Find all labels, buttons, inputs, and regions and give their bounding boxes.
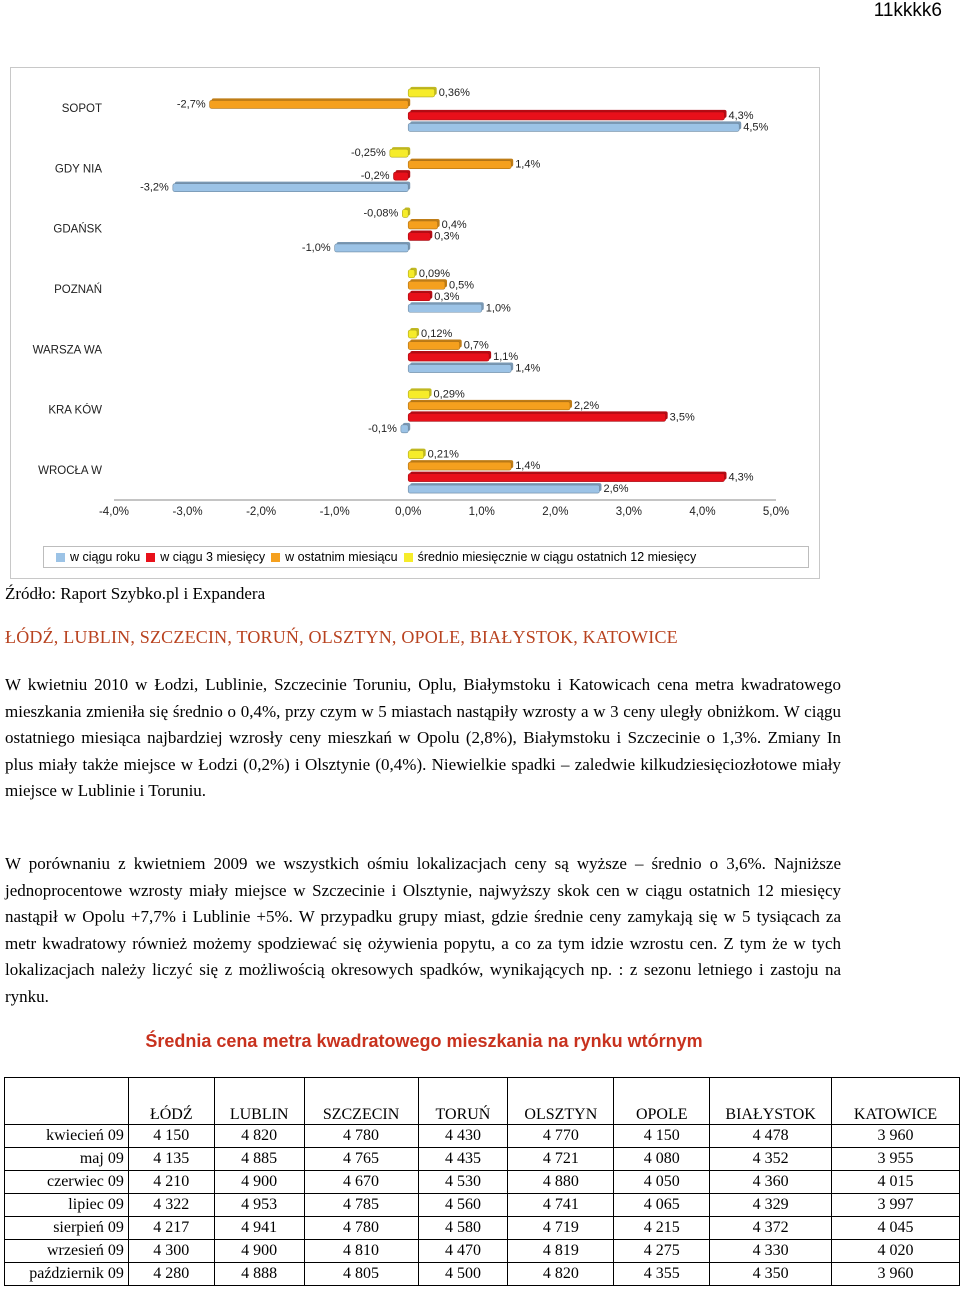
price-cell: 4 080 (614, 1148, 710, 1171)
month-cell: sierpień 09 (5, 1217, 129, 1240)
data-label: 0,29% (433, 388, 465, 401)
price-table (4, 1077, 960, 1286)
price-cell: 4 355 (614, 1263, 710, 1286)
table-row (5, 1171, 960, 1194)
bar (408, 281, 445, 289)
bar (408, 390, 429, 398)
data-label: -0,1% (368, 422, 397, 435)
table-header-cell: OLSZTYN (508, 1078, 614, 1125)
data-label: 0,4% (441, 218, 467, 231)
bar (402, 209, 408, 217)
bar (408, 402, 570, 410)
price-change-chart (10, 67, 820, 579)
bar (408, 413, 665, 421)
table-header-row (5, 1078, 960, 1125)
price-cell: 4 820 (508, 1263, 614, 1286)
bar (408, 330, 417, 338)
table-header-cell: TORUŃ (418, 1078, 508, 1125)
month-cell: kwiecień 09 (5, 1125, 129, 1148)
price-cell: 4 805 (304, 1263, 418, 1286)
price-cell: 4 580 (418, 1217, 508, 1240)
legend-label: w ciągu 3 miesięcy (160, 550, 266, 564)
price-cell: 4 721 (508, 1148, 614, 1171)
price-cell: 4 765 (304, 1148, 418, 1171)
category-label: KRA KÓW (48, 404, 102, 417)
price-cell: 3 960 (832, 1263, 960, 1286)
x-tick-label: -2,0% (246, 506, 277, 518)
table-row (5, 1217, 960, 1240)
table-header-cell: SZCZECIN (304, 1078, 418, 1125)
x-tick-label: 4,0% (689, 506, 716, 518)
x-tick-label: 0,0% (395, 506, 422, 518)
bar (394, 172, 409, 180)
x-tick-label: -3,0% (172, 506, 203, 518)
data-label: 1,4% (515, 158, 541, 171)
legend-item (56, 550, 140, 564)
legend-swatch (56, 553, 65, 562)
bar (408, 474, 724, 482)
data-label: 3,5% (669, 411, 695, 424)
legend-item (146, 550, 265, 564)
price-cell: 4 210 (128, 1171, 214, 1194)
data-label: 1,4% (515, 362, 541, 375)
data-label: 4,3% (728, 109, 754, 122)
x-tick-label: 1,0% (468, 506, 495, 518)
table-row (5, 1240, 960, 1263)
price-cell: 4 953 (214, 1194, 304, 1217)
x-tick-label: -4,0% (98, 506, 130, 518)
category-label: GDAŃSK (53, 223, 102, 236)
price-cell: 4 770 (508, 1125, 614, 1148)
price-cell: 4 741 (508, 1194, 614, 1217)
price-cell: 4 372 (710, 1217, 832, 1240)
price-cell: 4 150 (128, 1125, 214, 1148)
table-corner-cell (5, 1078, 129, 1125)
data-label: -0,2% (360, 170, 390, 183)
table-header-cell: ŁÓDŹ (128, 1078, 214, 1125)
price-cell: 3 997 (832, 1194, 960, 1217)
price-cell: 4 329 (710, 1194, 832, 1217)
price-cell: 4 020 (832, 1240, 960, 1263)
table-header-cell: KATOWICE (832, 1078, 960, 1125)
month-cell: październik 09 (5, 1263, 129, 1286)
price-cell: 4 275 (614, 1240, 710, 1263)
price-cell: 4 217 (128, 1217, 214, 1240)
category-label: SOPOT (61, 103, 102, 116)
bar (408, 304, 482, 312)
bar (408, 342, 459, 350)
bar (335, 244, 409, 252)
price-cell: 4 050 (614, 1171, 710, 1194)
data-label: 0,7% (463, 339, 489, 352)
price-cell: 4 941 (214, 1217, 304, 1240)
price-cell: 4 900 (214, 1171, 304, 1194)
price-cell: 4 150 (614, 1125, 710, 1148)
price-cell: 4 470 (418, 1240, 508, 1263)
price-cell: 4 880 (508, 1171, 614, 1194)
bar (408, 89, 434, 97)
data-label: -0,25% (350, 147, 386, 160)
x-tick-label: 5,0% (762, 506, 790, 518)
chart-legend (43, 546, 809, 568)
price-cell: 4 810 (304, 1240, 418, 1263)
month-cell: lipiec 09 (5, 1194, 129, 1217)
paragraph-yearly-comparison: W porównaniu z kwietniem 2009 we wszystkich ośmiu lokalizacjach ceny są wyższe – średnio o 3,6%. Najniższe jednoprocentowe wzrosty miały miejsce w Szczecinie i Olsztynie, najwyższy skok cen w ciągu ostatnich 12 miesięcy nastąpił w Opolu +7,7% i Lublinie +5%. W przypadku grupy miast, gdzie średnie ceny zamykają się w 5 tysiącach za metr kwadratowy również możemy spodziewać się ożywienia popytu, a co za tym idzie wzrostu cen. Z tym że w tych lokalizacjach należy liczyć się z możliwością okresowych spadków, wynikających np. : z sezonu letniego i zastoju na rynku. (5, 854, 841, 1006)
data-label: 0,3% (434, 290, 460, 303)
price-cell: 3 955 (832, 1148, 960, 1171)
data-label: -1,0% (301, 241, 331, 254)
price-cell: 4 360 (710, 1171, 832, 1194)
table-header-cell: BIAŁYSTOK (710, 1078, 832, 1125)
bar (408, 232, 430, 240)
data-label: 2,6% (603, 483, 629, 496)
price-cell: 4 780 (304, 1125, 418, 1148)
bar (408, 353, 489, 361)
price-cell: 4 900 (214, 1240, 304, 1263)
month-cell: czerwiec 09 (5, 1171, 129, 1194)
x-tick-label: 2,0% (542, 506, 569, 518)
data-label: -3,2% (140, 181, 169, 194)
month-cell: maj 09 (5, 1148, 129, 1171)
price-cell: 4 560 (418, 1194, 508, 1217)
bar (408, 462, 511, 470)
legend-label: w ciągu roku (70, 550, 141, 564)
category-label: POZNAŃ (54, 284, 102, 296)
price-cell: 4 300 (128, 1240, 214, 1263)
legend-item (404, 550, 697, 564)
bar (408, 123, 739, 131)
x-tick-label: -1,0% (319, 506, 350, 518)
price-cell: 4 135 (128, 1148, 214, 1171)
price-cell: 4 478 (710, 1125, 832, 1148)
table-row (5, 1148, 960, 1171)
x-tick-label: 3,0% (615, 506, 642, 518)
bar (408, 293, 430, 301)
legend-swatch (146, 553, 155, 562)
category-label: WARSZA WA (32, 344, 102, 357)
price-cell: 4 820 (214, 1125, 304, 1148)
data-label: 4,5% (743, 121, 769, 134)
source-note: Źródło: Raport Szybko.pl i Expandera (5, 584, 266, 603)
price-cell: 4 530 (418, 1171, 508, 1194)
table-title: Średnia cena metra kwadratowego mieszkania na rynku wtórnym (145, 1031, 703, 1051)
price-cell: 4 819 (508, 1240, 614, 1263)
table-header-cell: OPOLE (614, 1078, 710, 1125)
price-cell: 4 670 (304, 1171, 418, 1194)
legend-swatch (404, 553, 413, 562)
table-header-cell: LUBLIN (214, 1078, 304, 1125)
category-label: WROCŁA W (38, 464, 102, 477)
bar (408, 451, 423, 459)
price-cell: 4 885 (214, 1148, 304, 1171)
price-cell: 4 352 (710, 1148, 832, 1171)
bar (390, 149, 408, 157)
table-body (5, 1125, 960, 1286)
price-cell: 4 785 (304, 1194, 418, 1217)
data-label: 0,5% (449, 279, 475, 292)
price-cell: 4 215 (614, 1217, 710, 1240)
cities-heading: ŁÓDŹ, LUBLIN, SZCZECIN, TORUŃ, OLSZTYN, OPOLE, BIAŁYSTOK, KATOWICE (5, 627, 678, 647)
legend-item (271, 550, 398, 564)
table-row (5, 1125, 960, 1148)
price-cell: 4 322 (128, 1194, 214, 1217)
category-label: GDY NIA (54, 163, 102, 176)
price-cell: 4 500 (418, 1263, 508, 1286)
page-identifier: 11kkkk6 (873, 0, 942, 21)
price-cell: 4 280 (128, 1263, 214, 1286)
price-cell: 4 350 (710, 1263, 832, 1286)
data-label: 1,0% (485, 302, 511, 315)
legend-label: średnio miesięcznie w ciągu ostatnich 12 miesięcy (417, 550, 697, 564)
data-label: -0,08% (363, 207, 399, 220)
price-cell: 4 065 (614, 1194, 710, 1217)
price-cell: 3 960 (832, 1125, 960, 1148)
data-label: 0,12% (421, 328, 453, 341)
bar (173, 184, 408, 192)
data-label: 0,09% (418, 267, 451, 280)
price-cell: 4 435 (418, 1148, 508, 1171)
price-cell: 4 015 (832, 1171, 960, 1194)
price-cell: 4 045 (832, 1217, 960, 1240)
data-label: 2,2% (574, 399, 600, 412)
data-label: 4,3% (728, 471, 754, 484)
table-row (5, 1194, 960, 1217)
price-cell: 4 719 (508, 1217, 614, 1240)
table-row (5, 1263, 960, 1286)
price-cell: 4 888 (214, 1263, 304, 1286)
data-label: 0,3% (434, 230, 460, 243)
data-label: 1,1% (493, 351, 519, 364)
bar (408, 161, 511, 169)
legend-swatch (271, 553, 280, 562)
chart-canvas (11, 68, 819, 538)
data-label: 1,4% (515, 460, 541, 473)
data-label: -2,7% (176, 98, 206, 111)
paragraph-april-changes: W kwietniu 2010 w Łodzi, Lublinie, Szczecinie Toruniu, Oplu, Białymstoku i Katowicach cena metra kwadratowego mieszkania zmieniła się średnio o 0,4%, przy czym w 5 miastach nastąpiły wzrosty a w 3 ceny uległy obniżkom. W ciągu ostatniego miesiąca najbardziej wzrosły ceny mieszkań w Opolu (2,8%), Białymstoku i Szczecinie o 1,3%. Zmiany In plus miały także miejsce w Łodzi (0,2%) i Olsztynie (0,4%). Niewielkie spadki – zaledwie kilkudziesięciozłotowe miały miejsce w Lublinie i Toruniu. (5, 675, 841, 800)
bar (408, 112, 724, 120)
data-label: 0,21% (427, 448, 459, 461)
price-cell: 4 330 (710, 1240, 832, 1263)
month-cell: wrzesień 09 (5, 1240, 129, 1263)
bar (408, 365, 511, 373)
data-label: 0,36% (438, 86, 470, 99)
price-cell: 4 430 (418, 1125, 508, 1148)
bar (408, 485, 599, 493)
bar (401, 425, 408, 433)
bar (408, 221, 437, 229)
legend-label: w ostatnim miesiącu (285, 550, 398, 564)
price-cell: 4 780 (304, 1217, 418, 1240)
bar (210, 100, 409, 108)
bar (408, 270, 415, 278)
